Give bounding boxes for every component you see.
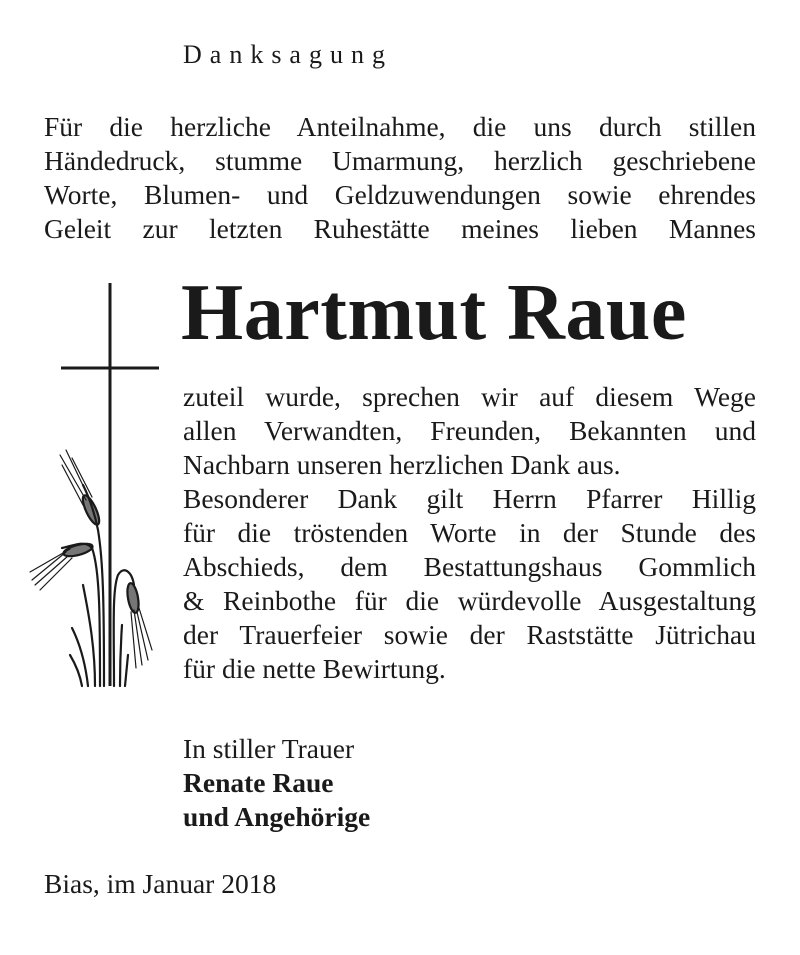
signature-block (183, 732, 370, 834)
body-line: für die tröstenden Worte in der Stunde des (183, 517, 756, 548)
body-line: zuteil wurde, sprechen wir auf diesem Wege (183, 381, 756, 412)
wheat-icon (30, 450, 152, 686)
body-line: Besonderer Dank gilt Herrn Pfarrer Hillig (183, 483, 756, 514)
intro-line: Händedruck, stumme Umarmung, herzlich geschriebene (44, 145, 756, 176)
place-date: Bias, im Januar 2018 (44, 868, 277, 899)
intro-line: Für die herzliche Anteilnahme, die uns durch stillen (44, 111, 756, 142)
body-line: Abschieds, dem Bestattungshaus Gommlich (183, 551, 756, 582)
body-line: für die nette Bewirtung. (183, 653, 446, 684)
body-paragraph (183, 380, 756, 686)
signature-name: Renate Raue (183, 767, 334, 798)
body-line: Nachbarn unseren herzlichen Dank aus. (183, 449, 621, 480)
intro-line: Geleit zur letzten Ruhestätte meines lieben Mannes (44, 213, 756, 244)
body-line: der Trauerfeier sowie der Raststätte Jütrichau (183, 619, 756, 650)
heading: Danksagung (183, 40, 393, 69)
intro-paragraph (44, 110, 756, 246)
intro-line: Worte, Blumen- und Geldzuwendungen sowie ehrendes (44, 179, 756, 210)
body-line: allen Verwandten, Freunden, Bekannten und (183, 415, 756, 446)
body-line: & Reinbothe für die würdevolle Ausgestaltung (183, 585, 756, 616)
signature-family: und Angehörige (183, 801, 371, 832)
deceased-name: Hartmut Raue (181, 269, 687, 357)
signature-intro: In stiller Trauer (183, 733, 355, 764)
